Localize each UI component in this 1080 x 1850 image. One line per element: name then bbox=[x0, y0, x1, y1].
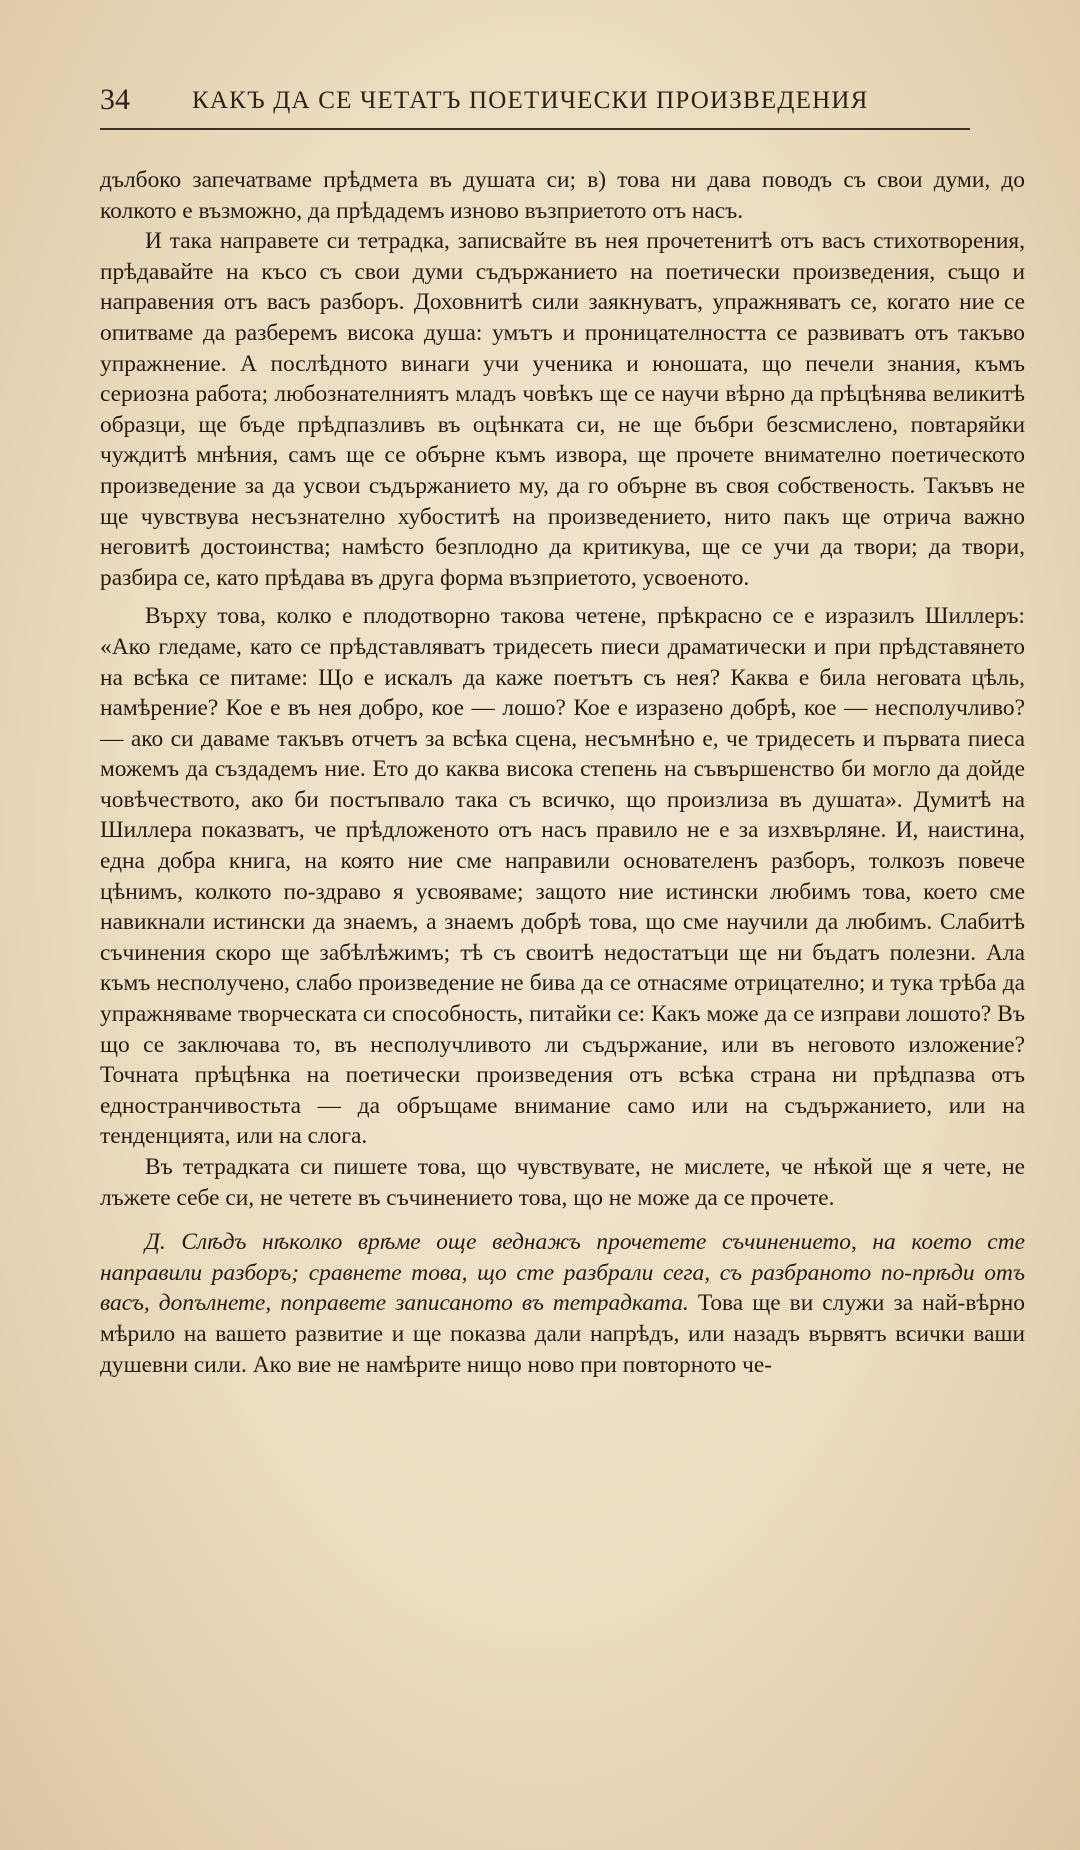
paragraph-5-rest: Това ще ви служи за най-вѣрно мѣрило на вашето развитие и ще показва дали напрѣдъ, или назадъ вървятъ всички ваши душевни сили. Ако вие не намѣрите нищо ново при повторното че- bbox=[100, 1290, 1025, 1378]
header-rule bbox=[100, 128, 970, 130]
italic-instruction: прочетете съчинението, на което сте направили разборъ; сравнете това, що сте разбрали сега, съ разбраното по-прѣди отъ васъ, допълнете, поправете записаното въ тетрадката. bbox=[100, 1229, 1025, 1317]
paragraph-3: Върху това, колко е плодотворно такова четене, прѣкрасно се е изразилъ Шиллеръ: «Ако гледаме, като се прѣдставляватъ тридесеть пиеси драматически и при прѣдставянето на всѣка се питаме: Що е искалъ да каже поетътъ съ нея? Каква е била неговата цѣль, намѣрение? Кое е въ нея добро, кое — лошо? Кое е изразено добрѣ, кое — несполучливо? — ако си даваме такъвъ отчетъ за всѣка сцена, несъмнѣно е, че тридесеть и първата пиеса можемъ да създадемъ ние. Ето до каква висока степень на съвършенство би могло да дойде човѣчеството, ако би постъпвало така съ всичко, що произлиза въ душата». Думитѣ на Шиллера показватъ, че прѣдложеното отъ насъ правило не е за изхвърляне. И, наистина, една добра книга, на която ние сме направили основателенъ разборъ, толкозъ повече цѣнимъ, колкото по-здраво я усвояваме; защото ние истински любимъ това, което сме навикнали истински да знаемъ, а знаемъ добрѣ това, що сме научили да любимъ. Слабитѣ съчинения скоро ще забѣлѣжимъ; тѣ съ своитѣ недостатъци ще ни бъдатъ полезни. Ала къмъ несполучено, слабо произведение не бива да се отнасяме отрицателно; и тука трѣба да упражняваме творческата си способность, питайки се: Какъ може да се изправи лошото? Въ що се заключава то, въ несполучливото ли съдържание, или въ неговото изложение? Точната прѣцѣнка на поетически произведения отъ всѣка страна ни прѣдпазва отъ едностранчивостьта — да обръщаме внимание само или на съдържанието, или на тенденцията, или на слога. bbox=[100, 603, 1025, 1150]
paragraph-2: И така направете си тетрадка, записвайте въ нея прочетенитѣ отъ васъ стихотворения, прѣдавайте на късо съ свои думи съдържанието на поетически произведения, също и направения отъ васъ разборъ. Доховнитѣ сили заякнуватъ, упражняватъ се, когато ние се опитваме да разберемъ висока душа: умътъ и проницателността се развиватъ отъ такъво упражнение. А послѣдното винаги учи ученика и юношата, що печели знания, къмъ сериозна работа; любознателниятъ младъ човѣкъ ще се научи вѣрно да прѣцѣнява великитѣ образци, ще бъде прѣдпазливъ въ оцѣнката си, не ще бъбри безсмислено, повтаряйки чуждитѣ мнѣния, самъ ще се обърне къмъ извора, ще прочете внимателно поетическото произведение за да усвои съдържанието му, да го обърне въ своя собственость. Такъвъ не ще чувствува несъзнателно хубоститѣ на произведението, нито пакъ ще отрича важно неговитѣ достоинства; намѣсто безплодно да критикува, ще се учи да твори; да твори, разбира се, като прѣдава въ друга форма възприетото, усвоеното. bbox=[100, 228, 1025, 591]
running-title: КАКЪ ДА СЕ ЧЕТАТЪ ПОЕТИЧЕСКИ ПРОИЗВЕДЕНИЯ bbox=[192, 87, 869, 114]
section-label: Д. Слѣдъ нѣколко врѣме още веднажъ bbox=[145, 1229, 581, 1256]
paragraph-1: дълбоко запечатваме прѣдмета въ душата си; в) това ни дава поводъ съ свои думи, до колкото е възможно, да прѣдадемъ изново възприетото отъ насъ. bbox=[100, 167, 1025, 224]
page-number: 34 bbox=[100, 83, 130, 116]
page-header bbox=[100, 80, 970, 120]
body-text bbox=[100, 165, 1025, 1380]
paragraph-5 bbox=[100, 1227, 1025, 1380]
paragraph-4: Въ тетрадката си пишете това, що чувствувате, не мислете, че нѣкой ще я чете, не лъжете себе си, не четете въ съчинението това, що не може да се прочете. bbox=[100, 1154, 1025, 1211]
